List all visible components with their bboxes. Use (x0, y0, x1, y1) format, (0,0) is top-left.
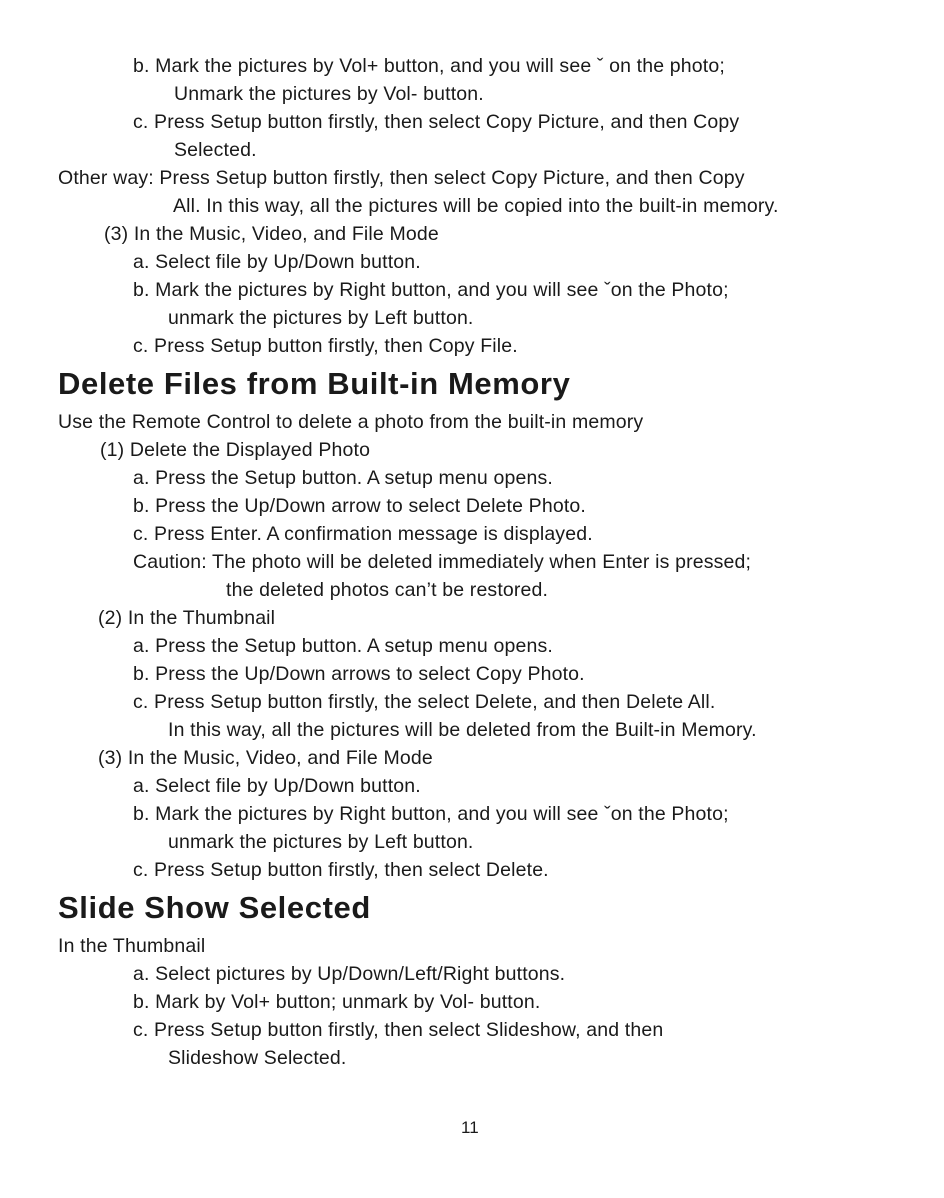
delete-section-1-title: (1) Delete the Displayed Photo (100, 439, 371, 461)
delete-section-1-step-c: c. Press Enter. A confirmation message is displayed. (133, 523, 593, 545)
delete-caution-cont: the deleted photos can’t be restored. (226, 579, 549, 601)
copy-section-3-step-b: b. Mark the pictures by Right button, and you will see ˇon the Photo; (133, 279, 729, 301)
delete-section-3-step-b: b. Mark the pictures by Right button, and you will see ˇon the Photo; (133, 803, 729, 825)
heading-slide-show-selected: Slide Show Selected (58, 890, 371, 925)
delete-section-3-step-c: c. Press Setup button firstly, then select Delete. (133, 859, 549, 881)
delete-section-2-title: (2) In the Thumbnail (98, 607, 276, 629)
step-b-unmark-vol: Unmark the pictures by Vol- button. (174, 83, 484, 105)
other-way-cont: All. In this way, all the pictures will be copied into the built-in memory. (173, 195, 779, 217)
slideshow-step-c-cont: Slideshow Selected. (168, 1047, 347, 1069)
step-c-copy-selected-cont: Selected. (174, 139, 257, 161)
delete-section-3-step-a: a. Select file by Up/Down button. (133, 775, 421, 797)
copy-section-3-step-c: c. Press Setup button firstly, then Copy File. (133, 335, 518, 357)
slideshow-step-b: b. Mark by Vol+ button; unmark by Vol- button. (133, 991, 541, 1013)
delete-section-2-step-c-cont: In this way, all the pictures will be deleted from the Built-in Memory. (168, 719, 757, 741)
delete-caution: Caution: The photo will be deleted immediately when Enter is pressed; (133, 551, 752, 573)
delete-section-2-step-b: b. Press the Up/Down arrows to select Copy Photo. (133, 663, 585, 685)
delete-section-1-step-a: a. Press the Setup button. A setup menu opens. (133, 467, 553, 489)
copy-section-3-step-b-cont: unmark the pictures by Left button. (168, 307, 474, 329)
delete-section-2-step-a: a. Press the Setup button. A setup menu opens. (133, 635, 553, 657)
slideshow-intro: In the Thumbnail (58, 935, 206, 957)
slideshow-step-c: c. Press Setup button firstly, then select Slideshow, and then (133, 1019, 664, 1041)
other-way: Other way: Press Setup button firstly, then select Copy Picture, and then Copy (58, 167, 745, 189)
delete-section-1-step-b: b. Press the Up/Down arrow to select Delete Photo. (133, 495, 586, 517)
delete-section-3-step-b-cont: unmark the pictures by Left button. (168, 831, 474, 853)
copy-section-3-step-a: a. Select file by Up/Down button. (133, 251, 421, 273)
heading-delete-files: Delete Files from Built-in Memory (58, 366, 571, 401)
step-c-copy-selected: c. Press Setup button firstly, then select Copy Picture, and then Copy (133, 111, 740, 133)
delete-section-2-step-c: c. Press Setup button firstly, the select Delete, and then Delete All. (133, 691, 716, 713)
copy-section-3-title: (3) In the Music, Video, and File Mode (104, 223, 439, 245)
step-b-mark-vol: b. Mark the pictures by Vol+ button, and you will see ˇ on the photo; (133, 55, 725, 77)
slideshow-step-a: a. Select pictures by Up/Down/Left/Right buttons. (133, 963, 566, 985)
delete-intro: Use the Remote Control to delete a photo from the built-in memory (58, 411, 644, 433)
page-number: 11 (461, 1118, 479, 1137)
delete-section-3-title: (3) In the Music, Video, and File Mode (98, 747, 433, 769)
